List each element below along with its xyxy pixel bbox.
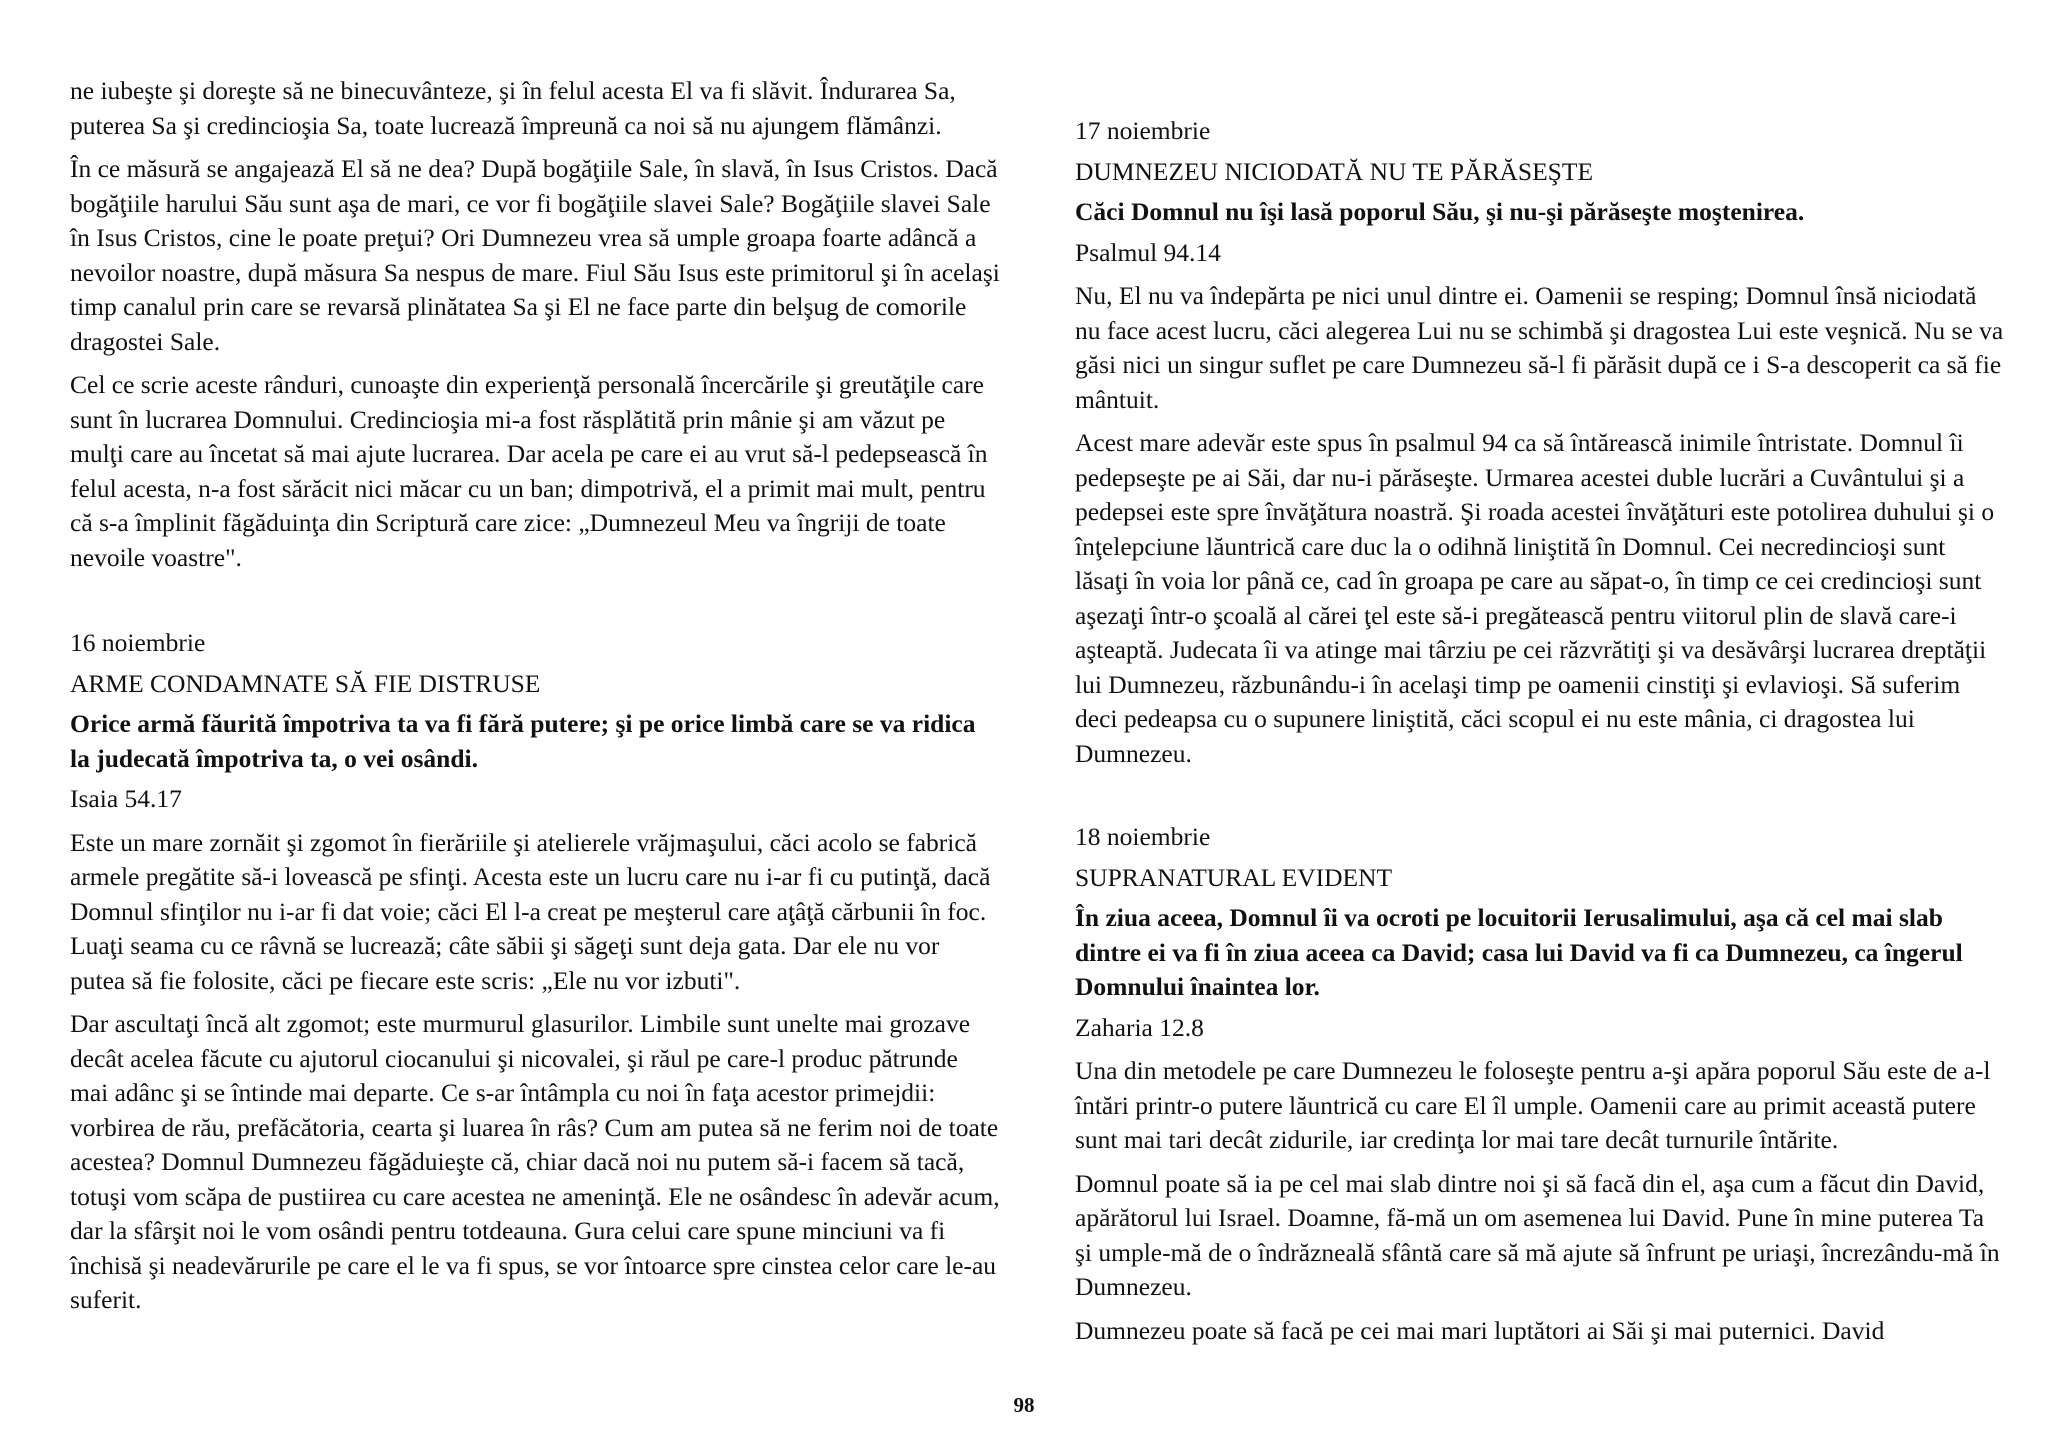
entry-date: 17 noiembrie bbox=[1075, 116, 1211, 145]
entry-reference: Zaharia 12.8 bbox=[1075, 1012, 1204, 1042]
entry-title: SUPRANATURAL EVIDENT bbox=[1075, 862, 1393, 892]
body-paragraph: Nu, El nu va îndepărta pe nici unul dintre ei. Oamenii se resping; Domnul însă niciodată nu face acest lucru, căci alegerea Lui nu se schimbă şi dragostea Lui este veşnică. Nu se va găsi nici un singur suflet pe care Dumnezeu să-l fi părăsit după ce i S-a descoperit ca să fie mântuit. bbox=[1075, 281, 2004, 414]
entry-verse: În ziua aceea, Domnul îi va ocroti pe locuitorii Ierusalimului, aşa că cel mai slab dintre ei va fi în ziua aceea ca David; casa lui David va fi ca Dumnezeu, ca îngerul Domnului înaintea lor. bbox=[1075, 903, 1963, 1001]
body-paragraph: Una din metodele pe care Dumnezeu le foloseşte pentru a-şi apăra poporul Său este de a-l întări printr-o putere lăuntrică cu care El îl umple. Oamenii care au primit această putere sunt mai tari decât zidurile, iar credinţa lor mai tare decât turnurile întărite. bbox=[1075, 1056, 1991, 1154]
entry-verse: Căci Domnul nu îşi lasă poporul Său, şi nu-şi părăseşte moştenirea. bbox=[1075, 197, 1805, 226]
body-paragraph: Cel ce scrie aceste rânduri, cunoaşte din experienţă personală încercările şi greutăţile care sunt în lucrarea Domnului. Credincioşia mi-a fost răsplătită prin mânie şi am văzut pe mulţi care au încetat să mai ajute lucrarea. Dar acela pe care ei au vrut să-l pedepsească în felul acesta, n-a fost sărăcit nici măcar cu un ban; dimpotrivă, el a primit mai mult, pentru că s-a împlinit făgăduinţa din Scriptură care zice: „Dumnezeul Meu va îngriji de toate nevoile voastre". bbox=[70, 370, 988, 572]
entry-date: 18 noiembrie bbox=[1075, 822, 1211, 851]
body-paragraph: ne iubeşte şi doreşte să ne binecuvânteze, şi în felul acesta El va fi slăvit. Îndurarea Sa, puterea Sa şi credincioşia Sa, toate lucrează împreună ca noi să nu ajungem flămânzi. bbox=[70, 76, 956, 140]
entry-date: 16 noiembrie bbox=[70, 628, 206, 657]
entry-title: ARME CONDAMNATE SĂ FIE DISTRUSE bbox=[70, 668, 541, 698]
body-paragraph: Domnul poate să ia pe cel mai slab dintre noi şi să facă din el, aşa cum a făcut din David, apărătorul lui Israel. Doamne, fă-mă un om asemenea lui David. Pune în mine puterea Ta şi umple-mă de o îndrăzneală sfântă care să mă ajute să înfrunt pe uriaşi, încrezându-mă în Dumnezeu. bbox=[1075, 1168, 2000, 1301]
body-paragraph: Acest mare adevăr este spus în psalmul 94 ca să întărească inimile întristate. Domnul îi pedepseşte pe ai Săi, dar nu-i părăseşte. Urmarea acestei duble lucrări a Cuvântului şi a pedepsei este spre învăţătura noastră. Şi roada acestei învăţături este potolirea duhului şi o înţelepciune lăuntrică care duc la o odihnă liniştită în Domnul. Cei necredincioşi sunt lăsaţi în voia lor până ce, cad în groapa pe care au săpat-o, în timp ce cei credincioşi sunt aşezaţi într-o şcoală al cărei ţel este să-i pregătească pentru viitorul plin de slavă care-i aşteaptă. Judecata îi va atinge mai târziu pe cei răzvrătiţi şi va desăvârşi lucrarea dreptăţii lui Dumnezeu, răzbunându-i în acelaşi timp pe oamenii cinstiţi şi evlavioşi. Să suferim deci pedeapsa cu o supunere liniştită, căci scopul ei nu este mânia, ci dragostea lui Dumnezeu. bbox=[1075, 428, 1995, 768]
entry-spacer bbox=[70, 584, 1000, 626]
body-paragraph: În ce măsură se angajează El să ne dea? După bogăţiile Sale, în slavă, în Isus Cristos. Dacă bogăţiile harului Său sunt aşa de mari, ce vor fi bogăţiile slavei Sale? Bogăţiile slavei Sale în Isus Cristos, cine le poate preţui? Ori Dumnezeu vrea să umple groapa foarte adâncă a nevoilor noastre, după măsura Sa nespus de mare. Fiul Său Isus este primitorul şi în acelaşi timp canalul prin care se revarsă plinătatea Sa şi El ne face parte din belşug de comorile dragostei Sale. bbox=[70, 154, 1000, 356]
devotional-entry-18 bbox=[1075, 820, 2005, 1348]
body-paragraph: Dar ascultaţi încă alt zgomot; este murmurul glasurilor. Limbile sunt unelte mai grozave decât acelea făcute cu ajutorul ciocanului şi nicovalei, şi răul pe care-l produc pătrunde mai adânc şi se întinde mai departe. Ce s-ar întâmpla cu noi în faţa acestor primejdii: vorbirea de rău, prefăcătoria, cearta şi luarea în râs? Cum am putea să ne ferim noi de toate acestea? Domnul Dumnezeu făgăduieşte că, chiar dacă noi nu putem să-i facem să tacă, totuşi vom scăpa de pustiirea cu care acestea ne ameninţă. Ele ne osândesc în adevăr acum, dar la sfârşit noi le vom osândi pentru totdeauna. Gura celui care spune minciuni va fi închisă şi neadevărurile pe care el le va fi spus, se vor întoarce spre cinstea celor care le-au suferit. bbox=[70, 1009, 1000, 1314]
left-column bbox=[70, 74, 1000, 1327]
right-column bbox=[1075, 114, 2005, 1357]
page-number: 98 bbox=[1013, 1393, 1035, 1417]
devotional-entry-17 bbox=[1075, 114, 2005, 771]
body-paragraph: Este un mare zornăit şi zgomot în fierăriile şi atelierele vrăjmaşului, căci acolo se fabrică armele pregătite să-i lovească pe sfinţi. Acesta este un lucru care nu i-ar fi cu putinţă, dacă Domnul sfinţilor nu i-ar fi dat voie; căci El l-a creat pe meşterul care aţâţă cărbunii în foc. Luaţi seama cu ce râvnă se lucrează; câte săbii şi săgeţi sunt deja gata. Dar ele nu vor putea să fie folosite, căci pe fiecare este scris: „Ele nu vor izbuti". bbox=[70, 827, 991, 995]
devotional-entry-16 bbox=[70, 626, 1000, 1318]
entry-reference: Isaia 54.17 bbox=[70, 784, 182, 813]
entry-spacer bbox=[1075, 780, 2005, 820]
entry-verse: Orice armă făurită împotriva ta va fi fără putere; şi pe orice limbă care se va ridica la judecată împotriva ta, o vei osândi. bbox=[70, 709, 976, 773]
body-paragraph: Dumnezeu poate să facă pe cei mai mari luptători ai Săi şi mai puternici. David bbox=[1075, 1315, 1885, 1345]
entry-title: DUMNEZEU NICIODATĂ NU TE PĂRĂSEŞTE bbox=[1075, 156, 1594, 186]
entry-reference: Psalmul 94.14 bbox=[1075, 237, 1221, 267]
